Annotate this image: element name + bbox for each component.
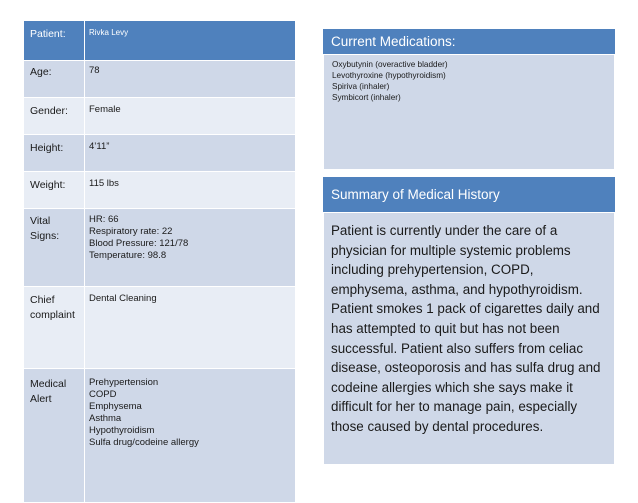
table-row-chief-complaint [24, 287, 296, 369]
history-title: Summary of Medical History [323, 177, 615, 212]
height-label: Height: [24, 135, 85, 172]
chief-complaint-value: Dental Cleaning [85, 287, 296, 369]
weight-value: 115 lbs [85, 172, 296, 209]
alert-item: Sulfa drug/codeine allergy [89, 437, 199, 448]
vital-signs-label: Vital Signs: [24, 209, 85, 287]
medications-list [323, 54, 615, 170]
weight-label: Weight: [24, 172, 85, 209]
gender-label: Gender: [24, 98, 85, 135]
medication-item: Symbicort (inhaler) [332, 93, 401, 102]
table-row-gender [24, 98, 296, 135]
vital-signs-values [85, 209, 296, 287]
vital-hr: HR: 66 [89, 214, 119, 225]
table-row-vital-signs [24, 209, 296, 287]
history-summary-text: Patient is currently under the care of a physician for multiple systemic problems including prehypertension, COPD, emphysema, asthma, and hypothyroidism. Patient smokes 1 pack of cigarettes daily and has attempted to quit but has not been successful. Patient also suffers from celiac disease, osteoporosis and has sulfa drug and codeine allergies which she says make it difficult for her to manage pain, especially those caused by dental procedures. [323, 212, 615, 465]
age-label: Age: [24, 61, 85, 98]
table-row-medical-alert [24, 369, 296, 503]
vital-respiratory-rate: Respiratory rate: 22 [89, 226, 173, 237]
medications-title: Current Medications: [323, 29, 615, 54]
gender-value: Female [85, 98, 296, 135]
medication-item: Levothyroxine (hypothyroidism) [332, 71, 446, 80]
patient-info-table [23, 20, 296, 503]
medical-alert-values [85, 369, 296, 503]
vital-temperature: Temperature: 98.8 [89, 250, 167, 261]
alert-item: Emphysema [89, 401, 142, 412]
vital-blood-pressure: Blood Pressure: 121/78 [89, 238, 189, 249]
table-row-weight [24, 172, 296, 209]
chief-complaint-label: Chief complaint [24, 287, 85, 369]
medication-item: Spiriva (inhaler) [332, 82, 390, 91]
table-row-age [24, 61, 296, 98]
age-value: 78 [85, 61, 296, 98]
alert-item: Asthma [89, 413, 122, 424]
table-row-height [24, 135, 296, 172]
patient-label: Patient: [24, 21, 85, 61]
height-value: 4’11” [85, 135, 296, 172]
alert-item: COPD [89, 389, 117, 400]
alert-item: Hypothyroidism [89, 425, 155, 436]
table-row-patient [24, 21, 296, 61]
alert-item: Prehypertension [89, 377, 159, 388]
medication-item: Oxybutynin (overactive bladder) [332, 60, 448, 69]
patient-name-value: Rivka Levy [85, 21, 296, 61]
medical-alert-label: Medical Alert [24, 369, 85, 503]
